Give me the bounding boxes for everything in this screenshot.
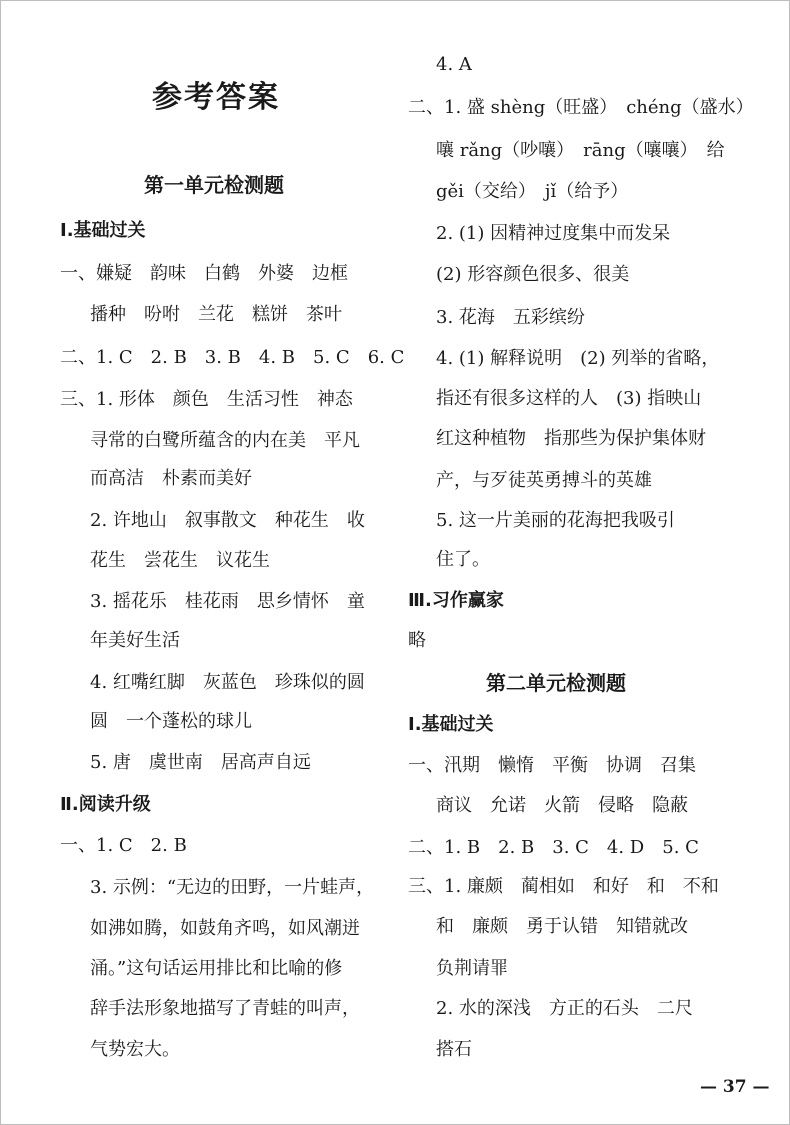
q3-2-line2: 花生 尝花生 议花生 [90,550,270,571]
p2-4-line2: 指还有很多这样的人 (3) 指映山 [436,388,702,409]
b3-2-line2: 搭石 [436,1039,472,1060]
b1-line2: 商议 允诺 火箭 侵略 隐蔽 [436,795,688,816]
p2-line1: 二、1. 盛 shèng（旺盛） chéng（盛水） [408,97,754,118]
p2-4-line3: 红这种植物 指那些为保护集体财 [436,428,706,449]
b3-line2: 和 廉颇 勇于认错 知错就改 [436,916,688,937]
b3-line3: 负荆请罪 [436,958,508,979]
p2-line2: 嚷 rǎng（吵嚷） rāng（嚷嚷） 给 [436,140,725,161]
p2-5-line1: 5. 这一片美丽的花海把我吸引 [436,510,675,531]
p2-3-line: 3. 花海 五彩缤纷 [436,307,585,328]
p2-2-line1: 2. (1) 因精神过度集中而发呆 [436,223,671,244]
q2-line: 二、1. C 2. B 3. B 4. B 5. C 6. C [60,347,405,368]
r1-line: 一、1. C 2. B [60,835,187,856]
lue-line: 略 [408,630,426,651]
section-basic-2: Ⅰ.基础过关 [408,714,494,735]
q3-5-line: 5. 唐 虞世南 居高声自远 [90,752,311,773]
q3-3-line2: 年美好生活 [90,630,180,651]
page-title: 参考答案 [152,80,280,115]
q3-3-line1: 3. 摇花乐 桂花雨 思乡情怀 童 [90,591,365,612]
p2-2-line2: (2) 形容颜色很多、很美 [436,264,630,285]
r3-line1: 3. 示例：“无边的田野，一片蛙声， [90,877,375,898]
b2-line: 二、1. B 2. B 3. C 4. D 5. C [408,837,699,858]
q1-line1: 一、嫌疑 韵味 白鹤 外婆 边框 [60,263,348,284]
q3-2-line1: 2. 许地山 叙事散文 种花生 收 [90,510,365,531]
p2-line3: gěi（交给） jǐ（给予） [436,181,629,202]
p2-4-line4: 产，与歹徒英勇搏斗的英雄 [436,470,652,491]
b3-2-line1: 2. 水的深浅 方正的石头 二尺 [436,998,693,1019]
p2-4-line1: 4. (1) 解释说明 (2) 列举的省略， [436,348,720,369]
q3-1-line1: 三、1. 形体 颜色 生活习性 神态 [60,389,353,410]
page-number: — 37 — [700,1077,770,1097]
q1-line2: 播种 吩咐 兰花 糕饼 茶叶 [90,304,342,325]
section-reading: Ⅱ.阅读升级 [60,794,151,815]
r3-line5: 气势宏大。 [90,1039,180,1060]
b3-line1: 三、1. 廉颇 蔺相如 和好 和 不和 [408,876,719,897]
q3-1-line3: 而高洁 朴素而美好 [90,468,252,489]
r3-line3: 涌。”这句话运用排比和比喻的修 [90,958,343,979]
a4-line: 4. A [436,54,472,75]
b1-line1: 一、汛期 懒惰 平衡 协调 召集 [408,755,696,776]
q3-1-line2: 寻常的白鹭所蕴含的内在美 平凡 [90,430,360,451]
p2-5-line2: 住了。 [436,549,490,570]
section-writing: Ⅲ.习作赢家 [408,590,504,611]
q3-4-line1: 4. 红嘴红脚 灰蓝色 珍珠似的圆 [90,672,365,693]
r3-line4: 辞手法形象地描写了青蛙的叫声， [90,998,360,1019]
unit1-title: 第一单元检测题 [144,173,284,197]
unit2-title: 第二单元检测题 [486,671,626,695]
q3-4-line2: 圆 一个蓬松的球儿 [90,711,252,732]
section-basic-1: Ⅰ.基础过关 [60,220,146,241]
r3-line2: 如沸如腾，如鼓角齐鸣，如风潮迸 [90,918,360,939]
